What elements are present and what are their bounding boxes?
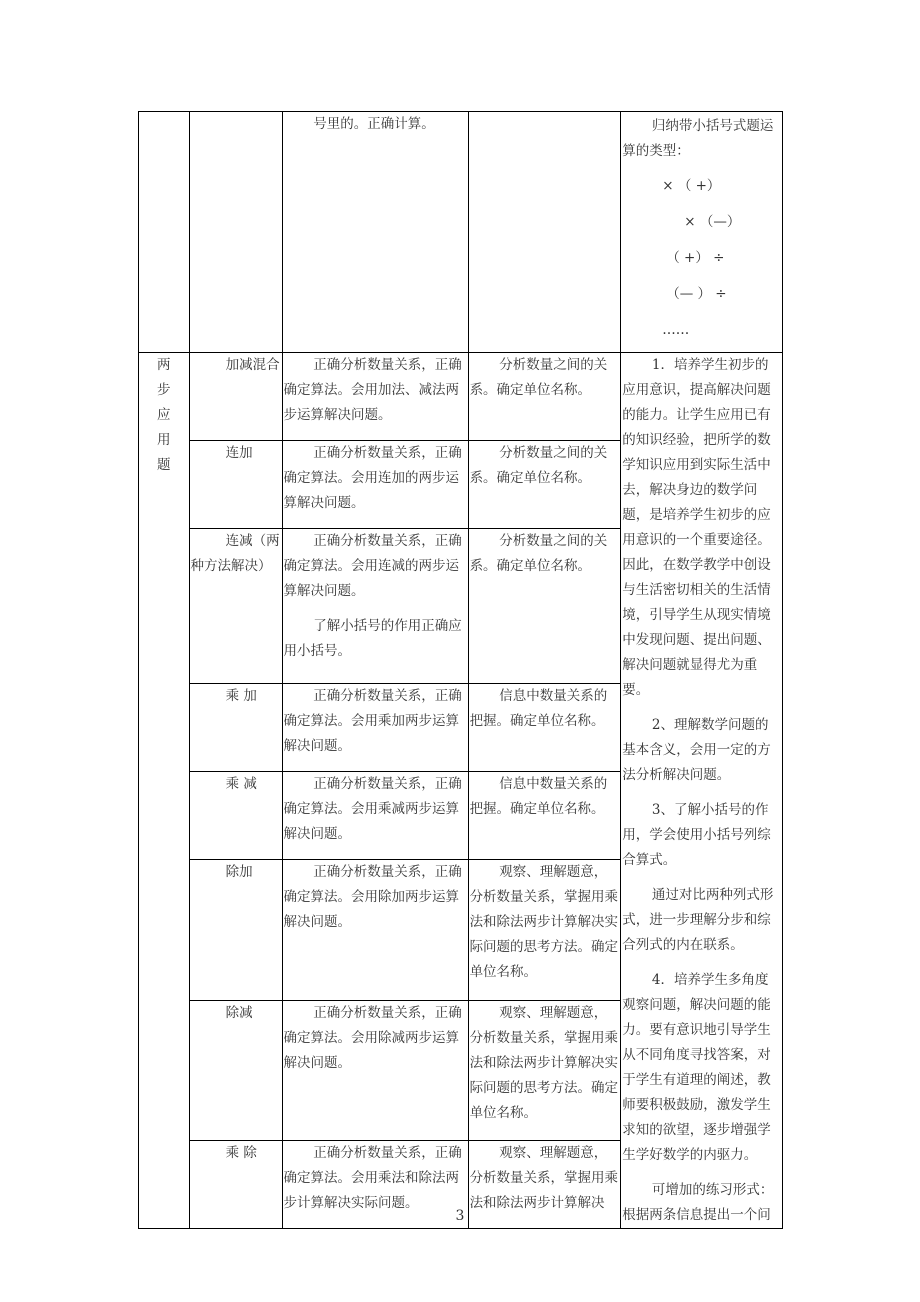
cell-focus: 信息中数量关系的把握。确定单位名称。 — [468, 772, 621, 860]
formula: （— ） ÷ — [666, 286, 727, 302]
cell-category: 连加 — [189, 441, 282, 529]
cell-focus: 观察、理解题意，分析数量关系，掌握用乘法和除法两步计算解决实际问题的思考方法。确定单位名称。 — [468, 860, 621, 1000]
cell-empty — [468, 112, 621, 353]
cell-goal: 正确分析数量关系，正确确定算法。会用乘加两步运算解决问题。 — [282, 684, 468, 772]
cell-focus: 分析数量之间的关系。确定单位名称。 — [468, 529, 621, 684]
paragraph: 2、理解数学问题的基本含义，会用一定的方法分析解决问题。 — [622, 717, 771, 783]
cell-focus: 分析数量之间的关系。确定单位名称。 — [468, 441, 621, 529]
cell-goal: 正确分析数量关系，正确确定算法。会用除减两步运算解决问题。 — [282, 1000, 468, 1140]
cell-goal: 正确分析数量关系，正确确定算法。会用除加两步运算解决问题。 — [282, 860, 468, 1000]
paragraph: 3、了解小括号的作用，学会使用小括号列综合算式。 — [622, 802, 771, 868]
paragraph: 可增加的练习形式：根据两条信息提出一个问 — [622, 1182, 774, 1223]
cell-suggestion — [621, 112, 783, 353]
cell-focus: 分析数量之间的关系。确定单位名称。 — [468, 353, 621, 441]
cell-goal: 正确分析数量关系，正确确定算法。会用加法、减法两步运算解决问题。 — [282, 353, 468, 441]
cell-goal: 正确分析数量关系，正确确定算法。会用乘减两步运算解决问题。 — [282, 772, 468, 860]
cell-category: 连减（两种方法解决） — [189, 529, 282, 684]
formula: …… — [662, 322, 690, 338]
paragraph: 归纳带小括号式题运算的类型： — [622, 118, 774, 159]
cell-goal: 正确分析数量关系，正确确定算法。会用连减的两步运算解决问题。 了解小括号的作用正确应用小括号。 — [282, 529, 468, 684]
cell-focus: 观察、理解题意，分析数量关系，掌握用乘法和除法两步计算解决 — [468, 1140, 621, 1228]
cell-category: 乘 加 — [189, 684, 282, 772]
cell-suggestions — [621, 353, 783, 1229]
cell-category: 乘 减 — [189, 772, 282, 860]
formula: （ +） ÷ — [666, 250, 725, 266]
table-row — [139, 353, 783, 441]
table-row-continued — [139, 112, 783, 353]
formula: × （—） — [684, 214, 741, 230]
paragraph: 1．培养学生初步的应用意识，提高解决问题的能力。让学生应用已有的知识经验，把所学的数学知识应用到实际生活中去，解决身边的数学问题，是培养学生初步的应用意识的一个重要途径。因此，在数学教学中创设与生活密切相关的生活情境，引导学生从现实情境中发现问题、提出问题、解决问题就显得尤为重要。 — [622, 357, 771, 698]
formula: × （ +） — [662, 178, 721, 194]
cell-goal: 正确分析数量关系，正确确定算法。会用连加的两步运算解决问题。 — [282, 441, 468, 529]
cell-empty — [189, 112, 282, 353]
cell-category: 除加 — [189, 860, 282, 1000]
cell-focus: 观察、理解题意，分析数量关系，掌握用乘法和除法两步计算解决实际问题的思考方法。确定单位名称。 — [468, 1000, 621, 1140]
paragraph: 4．培养学生多角度观察问题，解决问题的能力。要有意识地引导学生从不同角度寻找答案，对于学生有道理的阐述，教师要积极鼓励，激发学生求知的欲望，逐步增强学生学好数学的内驱力。 — [622, 972, 771, 1163]
lesson-table — [138, 111, 783, 1229]
cell-empty — [139, 112, 190, 353]
cell-category: 加减混合 — [189, 353, 282, 441]
paragraph: 通过对比两种列式形式，进一步理解分步和综合列式的内在联系。 — [622, 887, 774, 953]
cell-goal: 号里的。正确计算。 — [282, 112, 468, 353]
cell-focus: 信息中数量关系的把握。确定单位名称。 — [468, 684, 621, 772]
cell-category: 乘 除 — [189, 1140, 282, 1228]
page-number: 3 — [455, 1208, 465, 1224]
section-label: 两 步 应 用 题 — [139, 353, 190, 1229]
cell-goal: 正确分析数量关系，正确确定算法。会用乘法和除法两步计算解决实际问题。 — [282, 1140, 468, 1228]
cell-category: 除减 — [189, 1000, 282, 1140]
